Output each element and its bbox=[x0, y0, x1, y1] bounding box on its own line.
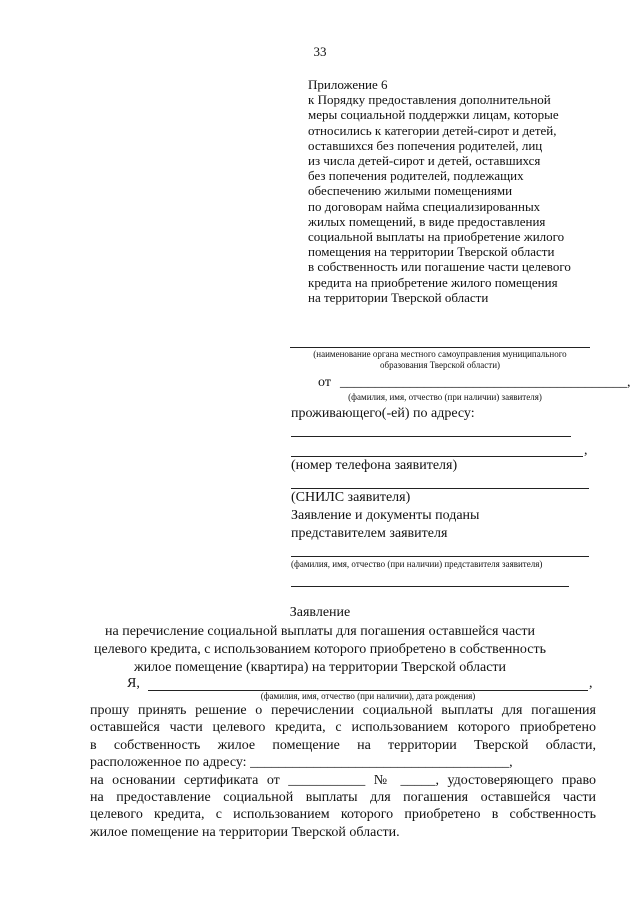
annex-line: кредита на приобретение жилого помещения bbox=[308, 274, 558, 290]
annex-line: без попечения родителей, подлежащих bbox=[308, 168, 524, 184]
para-line: в собственность жилое помещение на территории Тверской области, bbox=[90, 737, 596, 753]
para-line: оставшейся части целевого кредита, с использованием которого приобретено bbox=[90, 720, 596, 736]
annex-line: из числа детей-сирот и детей, оставшихся bbox=[308, 153, 541, 169]
annex-line: в собственность или погашение части целевого bbox=[308, 259, 571, 275]
org-caption: (наименование органа местного самоуправления муниципального bbox=[313, 349, 567, 359]
annex-line: на территории Тверской области bbox=[308, 289, 489, 305]
annex-line: оставшихся без попечения родителей, лиц bbox=[308, 137, 543, 153]
annex-line: меры социальной поддержки лицам, которые bbox=[308, 107, 559, 123]
annex-title: Приложение 6 bbox=[308, 77, 388, 92]
representative-note-2: представителем заявителя bbox=[291, 526, 448, 541]
para-line: целевого кредита, с использованием которого приобретено в собственность bbox=[90, 807, 596, 823]
statement-title: Заявление bbox=[289, 605, 351, 620]
statement-paragraph bbox=[90, 702, 596, 841]
annex-line: к Порядку предоставления дополнительной bbox=[308, 92, 551, 108]
address-comma: , bbox=[584, 443, 588, 458]
fio-caption: (фамилия, имя, отчество (при наличии) заявителя) bbox=[348, 392, 542, 402]
i-caption: (фамилия, имя, отчество (при наличии), дата рождения) bbox=[260, 691, 476, 701]
address-row bbox=[90, 754, 596, 771]
property-address-field[interactable]: _____________________________________, bbox=[250, 755, 513, 771]
page-number: 33 bbox=[313, 44, 327, 59]
statement-subtitle-line: на перечисление социальной выплаты для погашения оставшейся части bbox=[105, 624, 535, 639]
para-line: на предоставление социальной выплаты для погашения оставшейся части bbox=[90, 790, 596, 806]
i-comma: , bbox=[589, 676, 593, 691]
para-line: прошу принять решение о перечислении социальной выплаты для погашения bbox=[90, 703, 596, 718]
representative-extra-line[interactable] bbox=[291, 586, 569, 587]
annex-line: по договорам найма специализированных bbox=[308, 198, 541, 214]
org-name-line bbox=[290, 347, 590, 348]
annex-line: жилых помещений, в виде предоставления bbox=[308, 213, 546, 229]
certificate-line: на основании сертификата от ___________ № _____, удостоверяющего право bbox=[90, 772, 596, 788]
snils-caption: (СНИЛС заявителя) bbox=[291, 490, 411, 505]
address-label: проживающего(-ей) по адресу: bbox=[291, 406, 475, 421]
applicant-name-field[interactable]: _________________________________________, bbox=[340, 375, 631, 390]
annex-line: помещения на территории Тверской области bbox=[308, 244, 555, 260]
statement-subtitle-line: целевого кредита, с использованием которого приобретено в собственность bbox=[94, 642, 546, 657]
annex-block bbox=[308, 77, 571, 305]
annex-line: социальной выплаты на приобретение жилого bbox=[308, 229, 565, 245]
address-line-1[interactable] bbox=[291, 436, 571, 437]
representative-caption: (фамилия, имя, отчество (при наличии) представителя заявителя) bbox=[291, 559, 543, 569]
phone-line[interactable] bbox=[291, 488, 589, 489]
i-label: Я, bbox=[127, 676, 140, 691]
annex-line: обеспечению жилыми помещениями bbox=[308, 183, 513, 199]
representative-name-line[interactable] bbox=[291, 556, 589, 557]
para-last-line: жилое помещение на территории Тверской области. bbox=[90, 824, 400, 840]
phone-caption: (номер телефона заявителя) bbox=[291, 458, 458, 473]
statement-subtitle-line: жилое помещение (квартира) на территории Тверской области bbox=[133, 660, 507, 675]
representative-note-1: Заявление и документы поданы bbox=[291, 508, 480, 523]
address-prompt: расположенное по адресу: bbox=[90, 755, 247, 771]
org-caption-2: образования Тверской области) bbox=[379, 360, 501, 370]
address-line-2[interactable] bbox=[291, 456, 583, 457]
annex-line: относились к категории детей-сирот и детей, bbox=[308, 122, 557, 138]
from-label: от bbox=[318, 375, 331, 390]
